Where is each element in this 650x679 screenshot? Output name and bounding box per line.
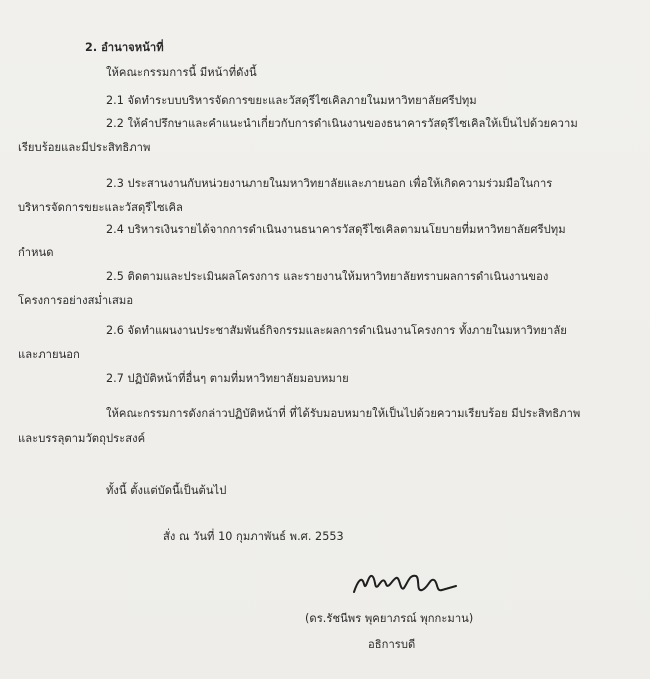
order-date: สั่ง ณ วันที่ 10 กุมภาพันธ์ พ.ศ. 2553 xyxy=(163,530,344,543)
item-2-3: 2.3 ประสานงานกับหน่วยงานภายในมหาวิทยาลัยและภายนอก เพื่อให้เกิดความร่วมมือในการ xyxy=(106,177,553,190)
item-2-7: 2.7 ปฏิบัติหน้าที่อื่นๆ ตามที่มหาวิทยาลัยมอบหมาย xyxy=(106,372,349,385)
signature-image xyxy=(350,562,460,602)
intro-line: ให้คณะกรรมการนี้ มีหน้าที่ดังนี้ xyxy=(106,66,257,79)
item-2-1: 2.1 จัดทำระบบบริหารจัดการขยะและวัสดุรีไซเคิลภายในมหาวิทยาลัยศรีปทุม xyxy=(106,94,477,107)
item-2-5: 2.5 ติดตามและประเมินผลโครงการ และรายงานให้มหาวิทยาลัยทราบผลการดำเนินงานของ xyxy=(106,270,549,283)
item-2-2-cont: เรียบร้อยและมีประสิทธิภาพ xyxy=(18,141,151,154)
item-2-6-cont: และภายนอก xyxy=(18,348,80,361)
closing-line-1: ให้คณะกรรมการดังกล่าวปฏิบัติหน้าที่ ที่ได้รับมอบหมายให้เป็นไปด้วยความเรียบร้อย มีประสิทธิภาพ xyxy=(106,407,581,420)
item-2-2: 2.2 ให้คำปรึกษาและคำแนะนำเกี่ยวกับการดำเนินงานของธนาคารวัสดุรีไซเคิลให้เป็นไปด้วยความ xyxy=(106,117,578,130)
closing-line-2: และบรรลุตามวัตถุประสงค์ xyxy=(18,432,146,445)
item-2-6: 2.6 จัดทำแผนงานประชาสัมพันธ์กิจกรรมและผลการดำเนินงานโครงการ ทั้งภายในมหาวิทยาลัย xyxy=(106,324,567,337)
effective-line: ทั้งนี้ ตั้งแต่บัดนี้เป็นต้นไป xyxy=(106,484,227,497)
section-heading: 2. อำนาจหน้าที่ xyxy=(85,41,164,54)
item-2-3-cont: บริหารจัดการขยะและวัสดุรีไซเคิล xyxy=(18,201,183,214)
signer-name: (ดร.รัชนีพร พุคยาภรณ์ พุกกะมาน) xyxy=(305,612,474,625)
signer-title: อธิการบดี xyxy=(368,638,416,651)
item-2-5-cont: โครงการอย่างสม่ำเสมอ xyxy=(18,294,134,307)
item-2-4-cont: กำหนด xyxy=(18,246,54,259)
item-2-4: 2.4 บริหารเงินรายได้จากการดำเนินงานธนาคารวัสดุรีไซเคิลตามนโยบายที่มหาวิทยาลัยศรีปทุม xyxy=(106,223,566,236)
